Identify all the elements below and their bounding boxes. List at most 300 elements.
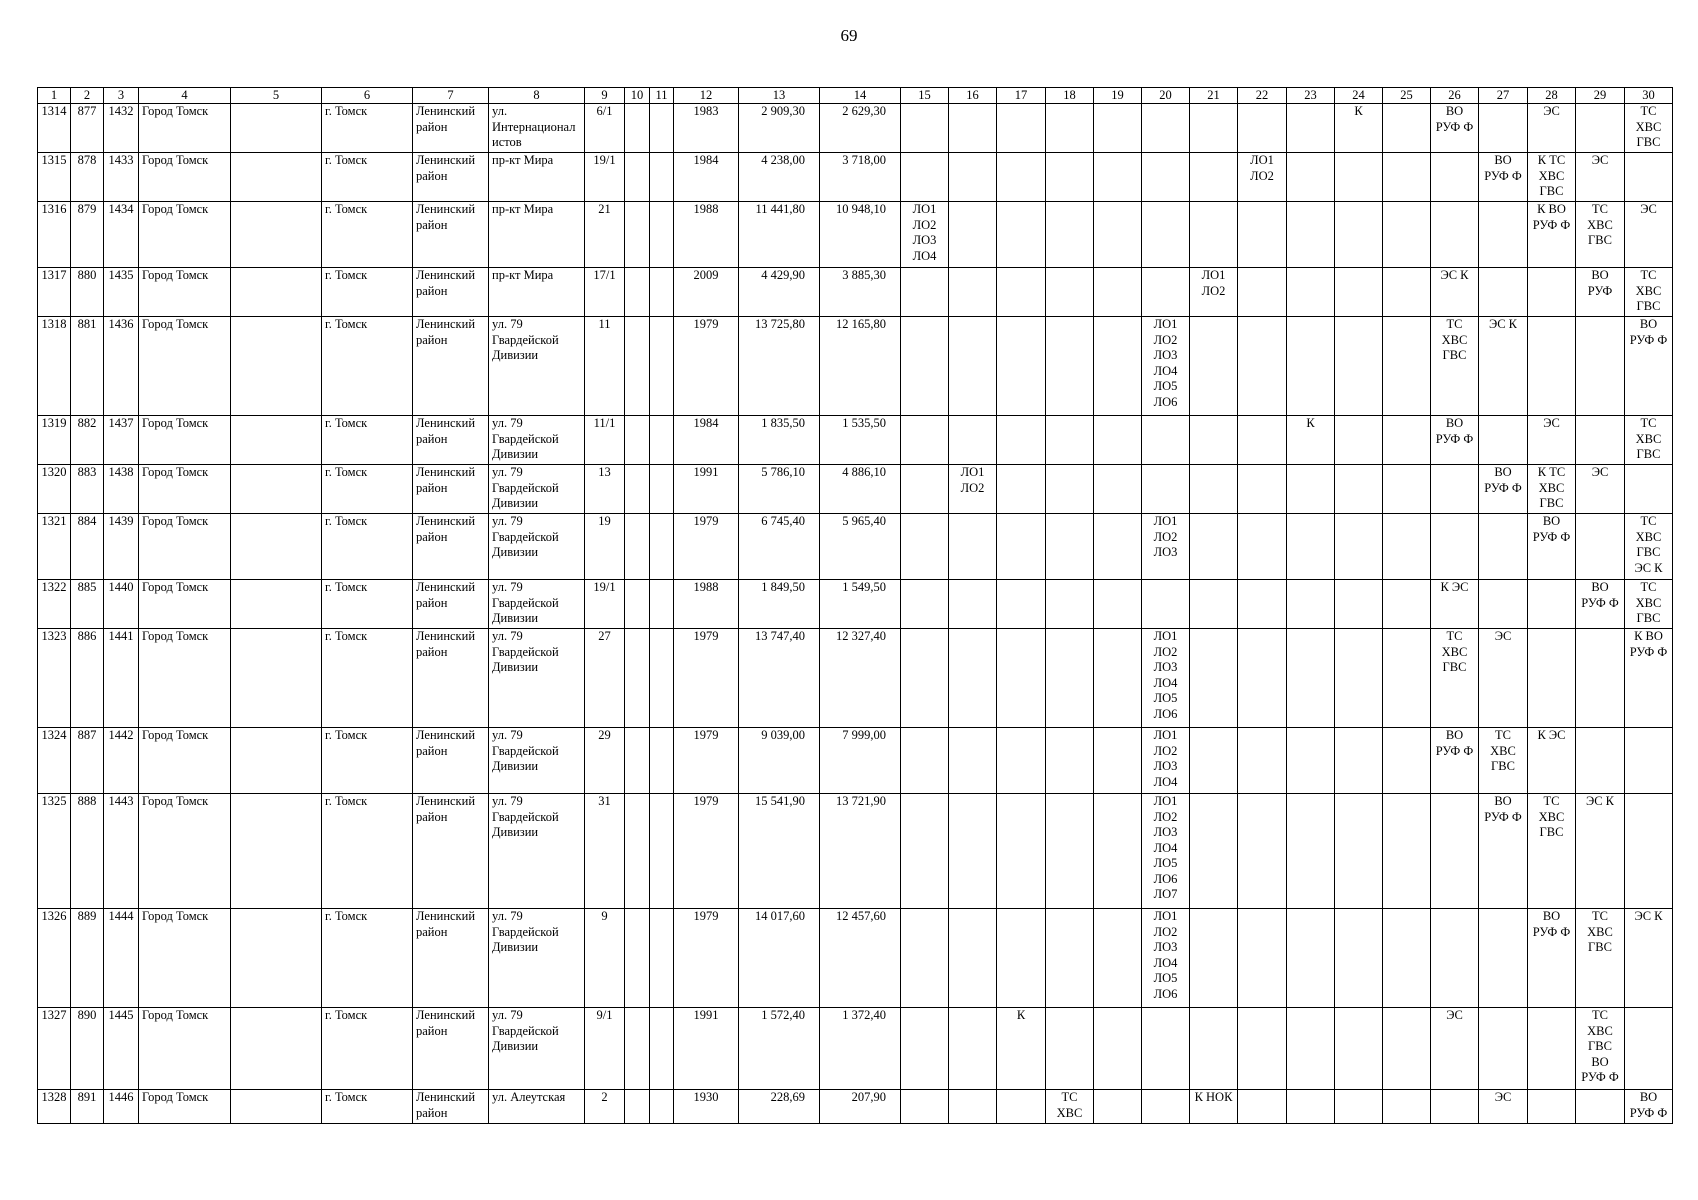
cell-col-24 — [1335, 465, 1383, 514]
cell-col-15 — [901, 268, 949, 317]
cell-col-24 — [1335, 794, 1383, 909]
cell-col-29 — [1576, 317, 1625, 416]
cell-col-13: 1 835,50 — [739, 416, 820, 465]
column-number-16: 16 — [949, 88, 997, 104]
table-row — [38, 580, 1673, 629]
cell-col-10 — [625, 268, 650, 317]
cell-col-13: 1 849,50 — [739, 580, 820, 629]
cell-col-6: г. Томск — [322, 629, 413, 728]
cell-col-12: 1979 — [674, 909, 739, 1008]
cell-col-19 — [1094, 1090, 1142, 1124]
cell-col-27 — [1479, 104, 1528, 153]
cell-col-17 — [997, 416, 1046, 465]
cell-col-9: 17/1 — [585, 268, 625, 317]
cell-col-25 — [1383, 909, 1431, 1008]
cell-col-21 — [1190, 728, 1238, 794]
cell-col-15 — [901, 317, 949, 416]
cell-col-27 — [1479, 202, 1528, 268]
cell-col-28 — [1528, 1090, 1576, 1124]
cell-col-24 — [1335, 317, 1383, 416]
cell-col-19 — [1094, 104, 1142, 153]
cell-col-6: г. Томск — [322, 317, 413, 416]
column-number-3: 3 — [104, 88, 139, 104]
cell-col-15 — [901, 580, 949, 629]
cell-col-26: ЭС К — [1431, 268, 1479, 317]
column-number-10: 10 — [625, 88, 650, 104]
cell-col-27 — [1479, 580, 1528, 629]
cell-col-22 — [1238, 416, 1287, 465]
cell-col-14: 4 886,10 — [820, 465, 901, 514]
cell-col-1: 1323 — [38, 629, 71, 728]
cell-col-15 — [901, 153, 949, 202]
cell-col-10 — [625, 580, 650, 629]
cell-col-17 — [997, 202, 1046, 268]
cell-col-5 — [231, 1008, 322, 1090]
column-number-15: 15 — [901, 88, 949, 104]
cell-col-29: ТС ХВС ГВС — [1576, 909, 1625, 1008]
cell-col-15 — [901, 629, 949, 728]
cell-col-13: 5 786,10 — [739, 465, 820, 514]
cell-col-1: 1320 — [38, 465, 71, 514]
cell-col-6: г. Томск — [322, 153, 413, 202]
cell-col-12: 1991 — [674, 1008, 739, 1090]
table-row — [38, 629, 1673, 728]
cell-col-22 — [1238, 1090, 1287, 1124]
cell-col-12: 2009 — [674, 268, 739, 317]
cell-col-30 — [1625, 1008, 1673, 1090]
cell-col-11 — [650, 629, 674, 728]
cell-col-24 — [1335, 514, 1383, 580]
cell-col-26 — [1431, 202, 1479, 268]
cell-col-24 — [1335, 268, 1383, 317]
cell-col-10 — [625, 416, 650, 465]
column-number-11: 11 — [650, 88, 674, 104]
column-number-18: 18 — [1046, 88, 1094, 104]
cell-col-17 — [997, 909, 1046, 1008]
cell-col-18 — [1046, 728, 1094, 794]
cell-col-24 — [1335, 1008, 1383, 1090]
column-number-17: 17 — [997, 88, 1046, 104]
cell-col-22 — [1238, 317, 1287, 416]
cell-col-3: 1442 — [104, 728, 139, 794]
cell-col-7: Ленинский район — [413, 416, 489, 465]
cell-col-24: К — [1335, 104, 1383, 153]
cell-col-30: ТС ХВС ГВС ЭС К — [1625, 514, 1673, 580]
cell-col-20 — [1142, 465, 1190, 514]
cell-col-9: 13 — [585, 465, 625, 514]
cell-col-26: ТС ХВС ГВС — [1431, 629, 1479, 728]
cell-col-5 — [231, 794, 322, 909]
cell-col-1: 1328 — [38, 1090, 71, 1124]
cell-col-16 — [949, 794, 997, 909]
cell-col-17 — [997, 104, 1046, 153]
cell-col-14: 3 718,00 — [820, 153, 901, 202]
cell-col-9: 21 — [585, 202, 625, 268]
cell-col-13: 13 747,40 — [739, 629, 820, 728]
cell-col-9: 6/1 — [585, 104, 625, 153]
cell-col-19 — [1094, 416, 1142, 465]
cell-col-16 — [949, 514, 997, 580]
cell-col-16 — [949, 104, 997, 153]
cell-col-6: г. Томск — [322, 1008, 413, 1090]
cell-col-19 — [1094, 202, 1142, 268]
column-number-20: 20 — [1142, 88, 1190, 104]
cell-col-28: ВО РУФ Ф — [1528, 909, 1576, 1008]
cell-col-30 — [1625, 153, 1673, 202]
cell-col-3: 1434 — [104, 202, 139, 268]
table-row — [38, 514, 1673, 580]
cell-col-26 — [1431, 153, 1479, 202]
cell-col-2: 881 — [71, 317, 104, 416]
cell-col-7: Ленинский район — [413, 580, 489, 629]
cell-col-14: 12 165,80 — [820, 317, 901, 416]
cell-col-22 — [1238, 104, 1287, 153]
cell-col-29 — [1576, 728, 1625, 794]
cell-col-4: Город Томск — [139, 794, 231, 909]
cell-col-8: ул. 79 Гвардейской Дивизии — [489, 1008, 585, 1090]
cell-col-30: К ВО РУФ Ф — [1625, 629, 1673, 728]
cell-col-25 — [1383, 794, 1431, 909]
column-number-24: 24 — [1335, 88, 1383, 104]
column-number-28: 28 — [1528, 88, 1576, 104]
cell-col-12: 1979 — [674, 728, 739, 794]
cell-col-10 — [625, 909, 650, 1008]
cell-col-12: 1988 — [674, 580, 739, 629]
cell-col-25 — [1383, 1090, 1431, 1124]
cell-col-21 — [1190, 153, 1238, 202]
cell-col-24 — [1335, 416, 1383, 465]
cell-col-4: Город Томск — [139, 268, 231, 317]
cell-col-29 — [1576, 514, 1625, 580]
cell-col-16 — [949, 1090, 997, 1124]
cell-col-25 — [1383, 728, 1431, 794]
column-number-19: 19 — [1094, 88, 1142, 104]
cell-col-2: 885 — [71, 580, 104, 629]
cell-col-7: Ленинский район — [413, 317, 489, 416]
cell-col-20 — [1142, 104, 1190, 153]
cell-col-14: 1 535,50 — [820, 416, 901, 465]
cell-col-9: 19 — [585, 514, 625, 580]
cell-col-2: 887 — [71, 728, 104, 794]
cell-col-12: 1930 — [674, 1090, 739, 1124]
cell-col-7: Ленинский район — [413, 514, 489, 580]
cell-col-20 — [1142, 202, 1190, 268]
cell-col-29: ТС ХВС ГВС — [1576, 202, 1625, 268]
cell-col-11 — [650, 514, 674, 580]
cell-col-20: ЛО1 ЛО2 ЛО3 ЛО4 ЛО5 ЛО6 ЛО7 — [1142, 794, 1190, 909]
table-body — [38, 104, 1673, 1124]
cell-col-6: г. Томск — [322, 465, 413, 514]
cell-col-5 — [231, 202, 322, 268]
cell-col-25 — [1383, 202, 1431, 268]
cell-col-18 — [1046, 416, 1094, 465]
column-number-21: 21 — [1190, 88, 1238, 104]
column-number-12: 12 — [674, 88, 739, 104]
cell-col-2: 878 — [71, 153, 104, 202]
cell-col-18 — [1046, 317, 1094, 416]
cell-col-5 — [231, 514, 322, 580]
cell-col-24 — [1335, 202, 1383, 268]
cell-col-30: ТС ХВС ГВС — [1625, 416, 1673, 465]
cell-col-21 — [1190, 580, 1238, 629]
cell-col-5 — [231, 1090, 322, 1124]
cell-col-27 — [1479, 416, 1528, 465]
cell-col-1: 1327 — [38, 1008, 71, 1090]
cell-col-11 — [650, 104, 674, 153]
cell-col-11 — [650, 153, 674, 202]
cell-col-12: 1991 — [674, 465, 739, 514]
cell-col-15 — [901, 909, 949, 1008]
cell-col-8: ул. 79 Гвардейской Дивизии — [489, 728, 585, 794]
cell-col-5 — [231, 728, 322, 794]
cell-col-17 — [997, 728, 1046, 794]
cell-col-9: 27 — [585, 629, 625, 728]
cell-col-19 — [1094, 465, 1142, 514]
cell-col-26: ВО РУФ Ф — [1431, 104, 1479, 153]
cell-col-4: Город Томск — [139, 153, 231, 202]
cell-col-6: г. Томск — [322, 268, 413, 317]
cell-col-28 — [1528, 1008, 1576, 1090]
cell-col-16 — [949, 153, 997, 202]
cell-col-28: К ВО РУФ Ф — [1528, 202, 1576, 268]
cell-col-8: ул. 79 Гвардейской Дивизии — [489, 416, 585, 465]
cell-col-26: ВО РУФ Ф — [1431, 416, 1479, 465]
cell-col-14: 13 721,90 — [820, 794, 901, 909]
cell-col-15 — [901, 728, 949, 794]
cell-col-17: К — [997, 1008, 1046, 1090]
cell-col-15 — [901, 1090, 949, 1124]
cell-col-3: 1446 — [104, 1090, 139, 1124]
cell-col-6: г. Томск — [322, 580, 413, 629]
cell-col-1: 1314 — [38, 104, 71, 153]
column-number-22: 22 — [1238, 88, 1287, 104]
cell-col-30: ВО РУФ Ф — [1625, 1090, 1673, 1124]
cell-col-27: ВО РУФ Ф — [1479, 465, 1528, 514]
cell-col-10 — [625, 1090, 650, 1124]
cell-col-3: 1433 — [104, 153, 139, 202]
cell-col-29: ЭС — [1576, 465, 1625, 514]
cell-col-28 — [1528, 629, 1576, 728]
cell-col-12: 1988 — [674, 202, 739, 268]
cell-col-21 — [1190, 909, 1238, 1008]
cell-col-7: Ленинский район — [413, 794, 489, 909]
cell-col-18 — [1046, 104, 1094, 153]
table-row — [38, 1090, 1673, 1124]
cell-col-4: Город Томск — [139, 202, 231, 268]
cell-col-18: ТС ХВС — [1046, 1090, 1094, 1124]
cell-col-22 — [1238, 465, 1287, 514]
column-number-29: 29 — [1576, 88, 1625, 104]
cell-col-23 — [1287, 1090, 1335, 1124]
cell-col-16 — [949, 202, 997, 268]
column-number-2: 2 — [71, 88, 104, 104]
cell-col-2: 888 — [71, 794, 104, 909]
table-row — [38, 465, 1673, 514]
cell-col-8: пр-кт Мира — [489, 268, 585, 317]
table-row — [38, 416, 1673, 465]
cell-col-10 — [625, 104, 650, 153]
cell-col-26: ЭС — [1431, 1008, 1479, 1090]
cell-col-22 — [1238, 794, 1287, 909]
cell-col-14: 207,90 — [820, 1090, 901, 1124]
cell-col-18 — [1046, 629, 1094, 728]
cell-col-25 — [1383, 465, 1431, 514]
cell-col-13: 14 017,60 — [739, 909, 820, 1008]
cell-col-23 — [1287, 465, 1335, 514]
cell-col-10 — [625, 1008, 650, 1090]
cell-col-2: 889 — [71, 909, 104, 1008]
cell-col-15: ЛО1 ЛО2 ЛО3 ЛО4 — [901, 202, 949, 268]
cell-col-4: Город Томск — [139, 1090, 231, 1124]
cell-col-24 — [1335, 1090, 1383, 1124]
cell-col-27: ВО РУФ Ф — [1479, 153, 1528, 202]
cell-col-6: г. Томск — [322, 416, 413, 465]
cell-col-2: 882 — [71, 416, 104, 465]
cell-col-16 — [949, 629, 997, 728]
cell-col-7: Ленинский район — [413, 104, 489, 153]
cell-col-17 — [997, 794, 1046, 909]
cell-col-27: ВО РУФ Ф — [1479, 794, 1528, 909]
cell-col-29 — [1576, 1090, 1625, 1124]
cell-col-5 — [231, 268, 322, 317]
cell-col-26 — [1431, 909, 1479, 1008]
cell-col-3: 1445 — [104, 1008, 139, 1090]
cell-col-11 — [650, 465, 674, 514]
cell-col-12: 1983 — [674, 104, 739, 153]
cell-col-18 — [1046, 1008, 1094, 1090]
cell-col-18 — [1046, 465, 1094, 514]
cell-col-22 — [1238, 728, 1287, 794]
cell-col-23: К — [1287, 416, 1335, 465]
cell-col-21 — [1190, 317, 1238, 416]
cell-col-21 — [1190, 104, 1238, 153]
table-row — [38, 317, 1673, 416]
cell-col-10 — [625, 153, 650, 202]
cell-col-13: 9 039,00 — [739, 728, 820, 794]
table-row — [38, 268, 1673, 317]
cell-col-21 — [1190, 794, 1238, 909]
cell-col-14: 5 965,40 — [820, 514, 901, 580]
cell-col-19 — [1094, 580, 1142, 629]
cell-col-7: Ленинский район — [413, 909, 489, 1008]
cell-col-14: 7 999,00 — [820, 728, 901, 794]
cell-col-11 — [650, 202, 674, 268]
cell-col-2: 886 — [71, 629, 104, 728]
cell-col-8: ул. 79 Гвардейской Дивизии — [489, 317, 585, 416]
cell-col-28: ТС ХВС ГВС — [1528, 794, 1576, 909]
cell-col-9: 29 — [585, 728, 625, 794]
cell-col-29: ВО РУФ — [1576, 268, 1625, 317]
cell-col-10 — [625, 202, 650, 268]
cell-col-13: 6 745,40 — [739, 514, 820, 580]
cell-col-17 — [997, 514, 1046, 580]
cell-col-1: 1325 — [38, 794, 71, 909]
cell-col-18 — [1046, 794, 1094, 909]
cell-col-4: Город Томск — [139, 728, 231, 794]
cell-col-30: ЭС К — [1625, 909, 1673, 1008]
cell-col-5 — [231, 465, 322, 514]
cell-col-5 — [231, 104, 322, 153]
cell-col-5 — [231, 153, 322, 202]
column-number-14: 14 — [820, 88, 901, 104]
cell-col-16 — [949, 1008, 997, 1090]
column-number-4: 4 — [139, 88, 231, 104]
cell-col-14: 3 885,30 — [820, 268, 901, 317]
column-number-header-row — [38, 88, 1673, 104]
cell-col-23 — [1287, 794, 1335, 909]
cell-col-19 — [1094, 317, 1142, 416]
cell-col-17 — [997, 629, 1046, 728]
cell-col-7: Ленинский район — [413, 629, 489, 728]
cell-col-23 — [1287, 1008, 1335, 1090]
cell-col-9: 11/1 — [585, 416, 625, 465]
cell-col-17 — [997, 268, 1046, 317]
cell-col-23 — [1287, 514, 1335, 580]
cell-col-28: ЭС — [1528, 104, 1576, 153]
cell-col-4: Город Томск — [139, 416, 231, 465]
cell-col-14: 1 549,50 — [820, 580, 901, 629]
cell-col-25 — [1383, 580, 1431, 629]
cell-col-29 — [1576, 416, 1625, 465]
cell-col-16 — [949, 580, 997, 629]
cell-col-17 — [997, 153, 1046, 202]
cell-col-7: Ленинский район — [413, 153, 489, 202]
cell-col-19 — [1094, 268, 1142, 317]
cell-col-15 — [901, 514, 949, 580]
cell-col-14: 2 629,30 — [820, 104, 901, 153]
cell-col-23 — [1287, 580, 1335, 629]
cell-col-4: Город Томск — [139, 580, 231, 629]
cell-col-8: ул. Алеутская — [489, 1090, 585, 1124]
table-row — [38, 1008, 1673, 1090]
cell-col-18 — [1046, 268, 1094, 317]
cell-col-7: Ленинский район — [413, 202, 489, 268]
cell-col-15 — [901, 416, 949, 465]
cell-col-13: 11 441,80 — [739, 202, 820, 268]
cell-col-20: ЛО1 ЛО2 ЛО3 ЛО4 ЛО5 ЛО6 — [1142, 629, 1190, 728]
cell-col-27 — [1479, 514, 1528, 580]
column-number-5: 5 — [231, 88, 322, 104]
column-number-6: 6 — [322, 88, 413, 104]
cell-col-13: 1 572,40 — [739, 1008, 820, 1090]
cell-col-2: 877 — [71, 104, 104, 153]
cell-col-3: 1436 — [104, 317, 139, 416]
cell-col-28: ЭС — [1528, 416, 1576, 465]
cell-col-1: 1319 — [38, 416, 71, 465]
column-number-9: 9 — [585, 88, 625, 104]
cell-col-25 — [1383, 416, 1431, 465]
cell-col-30: ТС ХВС ГВС — [1625, 580, 1673, 629]
table-row — [38, 794, 1673, 909]
cell-col-16 — [949, 728, 997, 794]
cell-col-6: г. Томск — [322, 202, 413, 268]
cell-col-8: ул. Интернационал истов — [489, 104, 585, 153]
cell-col-23 — [1287, 104, 1335, 153]
cell-col-4: Город Томск — [139, 1008, 231, 1090]
cell-col-2: 880 — [71, 268, 104, 317]
cell-col-23 — [1287, 317, 1335, 416]
cell-col-11 — [650, 416, 674, 465]
cell-col-21: ЛО1 ЛО2 — [1190, 268, 1238, 317]
cell-col-15 — [901, 465, 949, 514]
cell-col-20: ЛО1 ЛО2 ЛО3 ЛО4 ЛО5 ЛО6 — [1142, 909, 1190, 1008]
cell-col-29 — [1576, 104, 1625, 153]
cell-col-2: 884 — [71, 514, 104, 580]
column-number-25: 25 — [1383, 88, 1431, 104]
cell-col-28: К ТС ХВС ГВС — [1528, 465, 1576, 514]
cell-col-15 — [901, 1008, 949, 1090]
cell-col-27 — [1479, 1008, 1528, 1090]
